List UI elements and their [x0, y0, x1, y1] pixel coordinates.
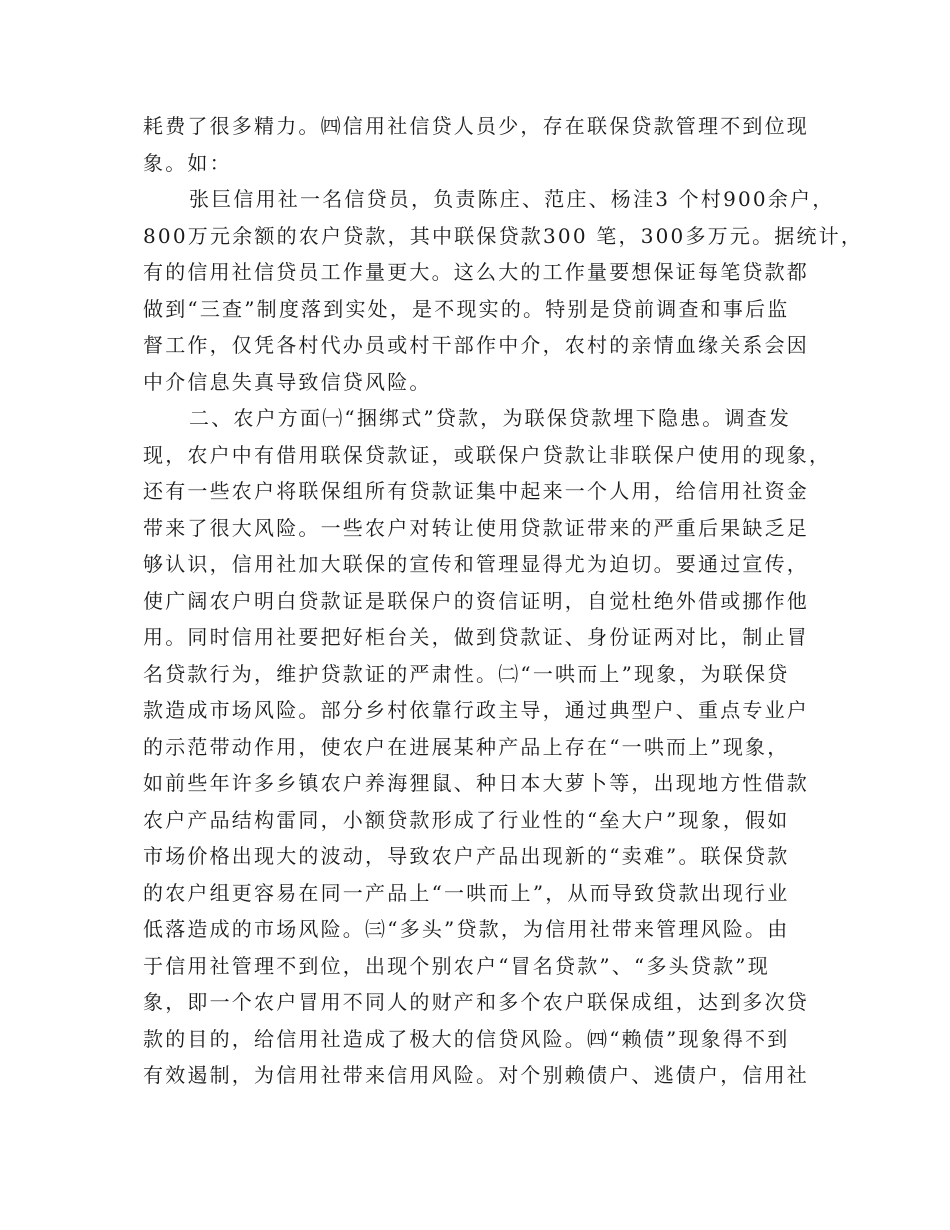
- text-line: 农户产品结构雷同，小额贷款形成了行业性的“垒大户”现象，假如: [143, 807, 790, 832]
- text-line: 低落造成的市场风险。㈢“多头”贷款，为信用社带来管理风险。由: [143, 917, 790, 941]
- text-line: 象。如：: [143, 150, 232, 175]
- text-line: 使广阔农户明白贷款证是联保户的资信证明，自觉杜绝外借或挪作他: [143, 588, 809, 613]
- text-line: 款的目的，给信用社造成了极大的信贷风险。㈣“赖债”现象得不到: [143, 1026, 790, 1051]
- text-line: 做到“三查”制度落到实处，是不现实的。特别是贷前调查和事后监: [143, 296, 790, 321]
- text-line: 象，即一个农户冒用不同人的财产和多个农户联保成组，达到多次贷: [143, 990, 809, 1014]
- text-line: 带来了很大风险。一些农户对转让使用贷款证带来的严重后果缺乏足: [143, 515, 809, 540]
- text-line: 耗费了很多精力。㈣信用社信贷人员少，存在联保贷款管理不到位现: [143, 114, 809, 138]
- text-line: 于信用社管理不到位，出现个别农户“冒名贷款”、“多头贷款”现: [143, 953, 770, 978]
- text-line: 款造成市场风险。部分乡村依靠行政主导，通过典型户、重点专业户: [143, 698, 809, 722]
- text-line: 市场价格出现大的波动，导致农户产品出现新的“卖难”。联保贷款: [143, 844, 790, 868]
- text-line: 有的信用社信贷员工作量更大。这么大的工作量要想保证每笔贷款都: [143, 260, 809, 284]
- text-line: 有效遏制，为信用社带来信用风险。对个别赖债户、逃债户，信用社: [143, 1063, 809, 1087]
- text-line: 名贷款行为，维护贷款证的严肃性。㈡“一哄而上”现象，为联保贷: [143, 661, 790, 686]
- text-line: 中介信息失真导致信贷风险。: [143, 369, 432, 394]
- text-line: 二、农户方面㈠“捆绑式”贷款，为联保贷款埋下隐患。调查发: [189, 406, 792, 430]
- text-line: 够认识，信用社加大联保的宣传和管理显得尤为迫切。要通过宣传，: [143, 552, 809, 576]
- text-line: 督工作，仅凭各村代办员或村干部作中介，农村的亲情血缘关系会因: [143, 333, 809, 357]
- document-body: [143, 108, 864, 1094]
- text-line: 的示范带动作用，使农户在进展某种产品上存在“一哄而上”现象，: [143, 734, 790, 759]
- text-line: 张巨信用社一名信贷员，负责陈庄、范庄、杨洼3 个村900余户，: [189, 187, 835, 211]
- text-line: 用。同时信用社要把好柜台关，做到贷款证、身份证两对比，制止冒: [143, 625, 809, 649]
- text-line: 800万元余额的农户贷款，其中联保贷款300 笔，300多万元。据统计，: [143, 223, 864, 248]
- text-line: 的农户组更容易在同一产品上“一哄而上”，从而导致贷款出现行业: [143, 880, 790, 905]
- text-line: 现，农户中有借用联保贷款证，或联保户贷款让非联保户使用的现象，: [143, 442, 832, 467]
- text-line: 还有一些农户将联保组所有贷款证集中起来一个人用，给信用社资金: [143, 479, 809, 503]
- text-line: 如前些年许多乡镇农户养海狸鼠、种日本大萝卜等，出现地方性借款: [143, 771, 809, 795]
